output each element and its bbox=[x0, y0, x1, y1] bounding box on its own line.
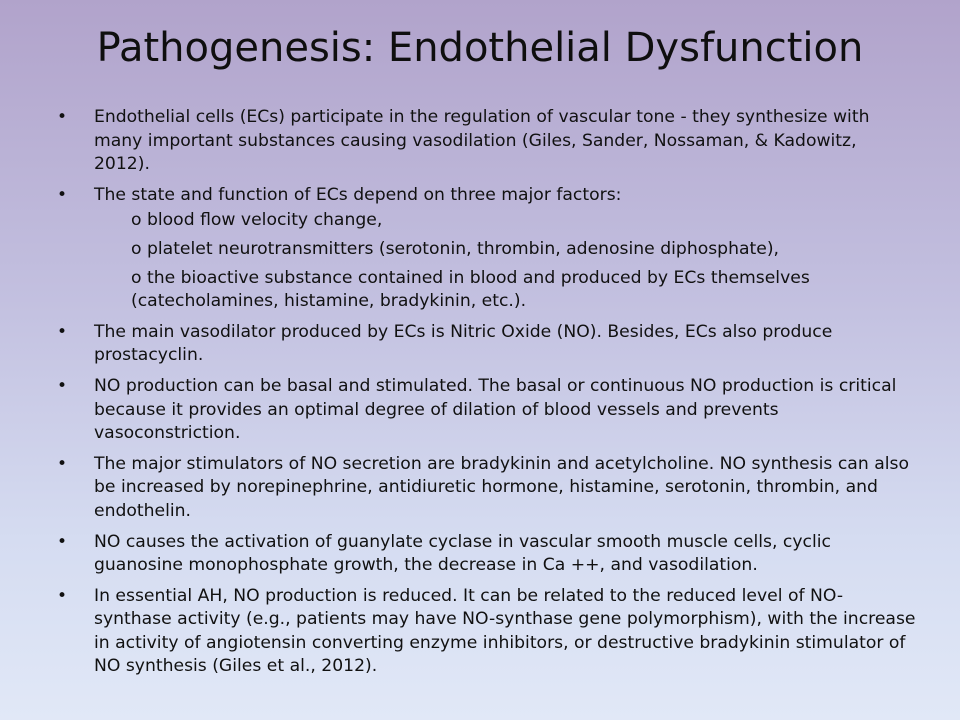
bullet-list bbox=[57, 106, 917, 686]
bullet-text: NO causes the activation of guanylate cyclase in vascular smooth muscle cells, cyclic guanosine monophosphate growth, the decrease in Ca ++, and vasodilation. bbox=[94, 531, 831, 576]
bullet-text: NO production can be basal and stimulated. The basal or continuous NO production is critical because it provides an optimal degree of dilation of blood vessels and prevents vasoconstriction. bbox=[94, 375, 897, 444]
bullet-text: In essential AH, NO production is reduced. It can be related to the reduced level of NO-synthase activity (e.g., patients may have NO-synthase gene polymorphism), with the increase in activity of angiotensin converting enzyme inhibitors, or destructive bradykinin stimulator of NO synthesis (Giles et al., 2012). bbox=[94, 585, 916, 677]
sub-bullet-item: o blood flow velocity change, bbox=[131, 210, 383, 231]
bullet-marker: • bbox=[57, 184, 68, 205]
sub-bullet-item: o the bioactive substance contained in blood and produced by ECs themselves (catecholamines, histamine, bradykinin, etc.). bbox=[131, 267, 810, 312]
bullet-text: The state and function of ECs depend on three major factors: bbox=[94, 184, 622, 205]
bullet-text: Endothelial cells (ECs) participate in the regulation of vascular tone - they synthesize with many important substances causing vasodilation (Giles, Sander, Nossaman, & Kadowitz, 2012). bbox=[94, 107, 870, 175]
bullet-item bbox=[57, 453, 917, 524]
bullet-marker: • bbox=[57, 321, 68, 342]
sub-bullet-item: o platelet neurotransmitters (serotonin, thrombin, adenosine diphosphate), bbox=[131, 238, 779, 259]
bullet-marker: • bbox=[57, 107, 68, 127]
bullet-marker: • bbox=[57, 531, 68, 552]
bullet-item bbox=[57, 321, 917, 368]
bullet-item bbox=[57, 531, 917, 578]
sub-bullet-list bbox=[94, 209, 917, 313]
bullet-item bbox=[57, 585, 917, 679]
bullet-item bbox=[57, 375, 917, 446]
bullet-text: The main vasodilator produced by ECs is Nitric Oxide (NO). Besides, ECs also produce prostacyclin. bbox=[94, 321, 833, 366]
bullet-marker: • bbox=[57, 585, 68, 606]
bullet-marker: • bbox=[57, 453, 68, 474]
bullet-item bbox=[57, 106, 917, 177]
bullet-marker: • bbox=[57, 375, 68, 396]
bullet-item bbox=[57, 184, 917, 314]
slide-title: Pathogenesis: Endothelial Dysfunction bbox=[96, 25, 864, 71]
bullet-text: The major stimulators of NO secretion are bradykinin and acetylcholine. NO synthesis can also be increased by norepinephrine, antidiuretic hormone, histamine, serotonin, thrombin, and endothelin. bbox=[94, 453, 909, 521]
